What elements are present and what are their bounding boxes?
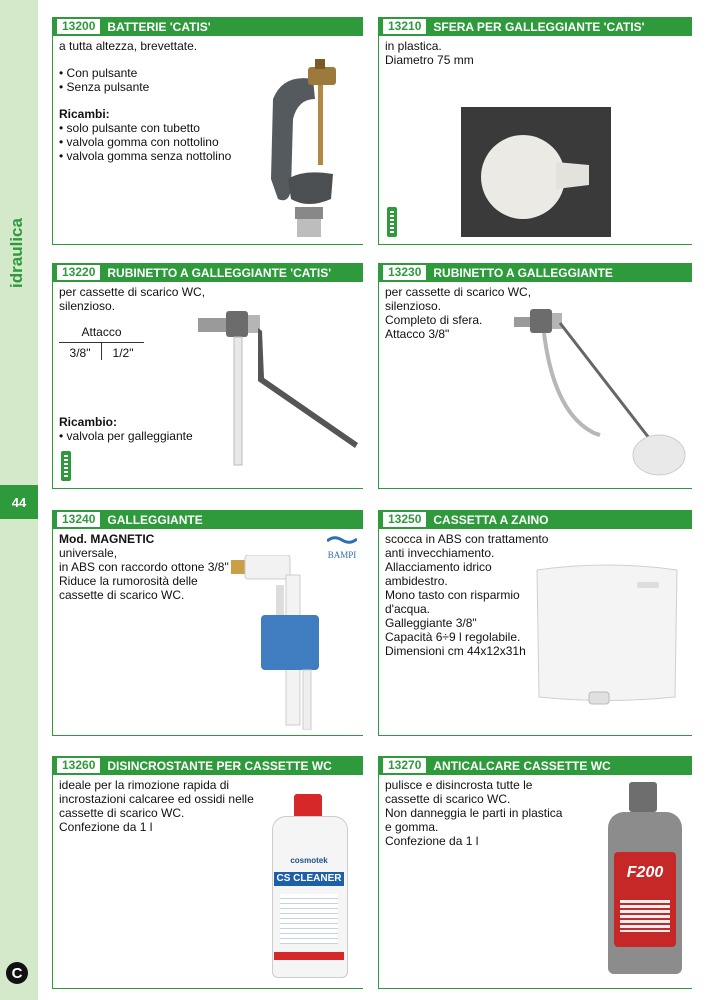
product-code: 13240: [56, 511, 101, 528]
product-code: 13260: [56, 757, 101, 774]
card-header: [379, 17, 692, 36]
card-header: [53, 17, 363, 36]
desc-line: incrostazioni calcaree ed ossidi nelle: [59, 792, 254, 806]
card-header: [53, 263, 363, 282]
brand-name: BAMPI: [327, 550, 357, 560]
wave-icon: [327, 535, 357, 545]
spare-item: • valvola per galleggiante: [59, 429, 193, 443]
product-card-13220: [52, 263, 363, 489]
desc-line: cassette di scarico WC.: [59, 588, 185, 602]
float-valve-with-ball-image: [514, 303, 689, 483]
spare-item: • valvola gomma senza nottolino: [59, 149, 231, 163]
product-tag-icon: [61, 451, 71, 481]
desc-line: per cassette di scarico WC,: [385, 285, 532, 299]
product-card-13250: [378, 510, 692, 736]
product-title: RUBINETTO A GALLEGGIANTE 'CATIS': [107, 265, 332, 280]
product-description: [59, 778, 254, 834]
spares-heading: Ricambi:: [59, 107, 110, 121]
cistern-valve-image: [263, 59, 353, 239]
desc-line: per cassette di scarico WC,: [59, 285, 206, 299]
product-description: [59, 39, 231, 163]
desc-line: Dimensioni cm 44x12x31h: [385, 644, 526, 658]
product-title: RUBINETTO A GALLEGGIANTE: [433, 265, 613, 280]
product-card-13270: [378, 756, 692, 989]
variant-item: • Con pulsante: [59, 66, 231, 80]
cistern-tank-image: [527, 562, 687, 712]
spares-heading: Ricambio:: [59, 415, 118, 429]
card-header: [379, 756, 692, 775]
product-description: [59, 285, 205, 313]
product-description: [385, 778, 562, 848]
category-label: idraulica: [7, 217, 27, 288]
desc-line: Allacciamento idrico: [385, 560, 492, 574]
desc-line: Galleggiante 3/8": [385, 616, 477, 630]
magnetic-float-image: [231, 555, 341, 730]
spares-block: [59, 415, 193, 443]
desc-line: d'acqua.: [385, 602, 430, 616]
size-value: 1/2": [112, 346, 134, 360]
product-description: [59, 532, 229, 602]
bottle-label: CS CLEANER: [274, 872, 344, 886]
desc-line: Mono tasto con risparmio: [385, 588, 520, 602]
desc-line: cassette di scarico WC.: [59, 806, 185, 820]
desc-line: cassette di scarico WC.: [385, 792, 511, 806]
card-header: [379, 510, 692, 529]
descaler-bottle-image: [604, 782, 686, 982]
size-value: 3/8": [59, 343, 102, 360]
desc-line: Completo di sfera.: [385, 313, 483, 327]
desc-line: Capacità 6÷9 l regolabile.: [385, 630, 521, 644]
desc-line: Riduce la rumorosità delle: [59, 574, 198, 588]
card-header: [379, 263, 692, 282]
desc-line: silenzioso.: [385, 299, 442, 313]
product-title: SFERA PER GALLEGGIANTE 'CATIS': [433, 19, 645, 34]
product-card-13200: [52, 17, 363, 245]
product-card-13210: [378, 17, 692, 245]
float-ball-image: [461, 107, 611, 237]
spare-item: • solo pulsante con tubetto: [59, 121, 231, 135]
product-code: 13270: [382, 757, 427, 774]
spare-item: • valvola gomma con nottolino: [59, 135, 231, 149]
product-card-13240: [52, 510, 363, 736]
product-description: [385, 532, 548, 658]
connection-table: [59, 325, 144, 360]
desc-line: silenzioso.: [59, 299, 116, 313]
card-header: [53, 756, 363, 775]
publisher-logo: C: [6, 962, 28, 984]
product-code: 13210: [382, 18, 427, 35]
desc-line: Attacco 3/8": [385, 327, 450, 341]
product-tag-icon: [387, 207, 397, 237]
desc-line: Diametro 75 mm: [385, 53, 474, 67]
desc-line: in plastica.: [385, 39, 442, 53]
model-name: Mod. MAGNETIC: [59, 532, 155, 546]
desc-line: Confezione da 1 l: [385, 834, 479, 848]
product-code: 13250: [382, 511, 427, 528]
product-code: 13220: [56, 264, 101, 281]
product-code: 13230: [382, 264, 427, 281]
product-title: DISINCROSTANTE PER CASSETTE WC: [107, 758, 332, 773]
product-card-13260: [52, 756, 363, 989]
desc-line: ideale per la rimozione rapida di: [59, 778, 230, 792]
product-title: CASSETTA A ZAINO: [433, 512, 549, 527]
desc-line: Confezione da 1 l: [59, 820, 153, 834]
product-description: [385, 39, 474, 67]
desc-line: universale,: [59, 546, 118, 560]
desc-line: Non danneggia le parti in plastica: [385, 806, 563, 820]
desc-line: pulisce e disincrosta tutte le: [385, 778, 533, 792]
desc-line: a tutta altezza, brevettate.: [59, 39, 198, 53]
product-code: 13200: [56, 18, 101, 35]
product-title: ANTICALCARE CASSETTE WC: [433, 758, 611, 773]
bottle-label: F200: [626, 864, 664, 881]
bottle-brand: cosmotek: [290, 856, 328, 865]
product-title: BATTERIE 'CATIS': [107, 19, 211, 34]
product-title: GALLEGGIANTE: [107, 512, 203, 527]
product-card-13230: [378, 263, 692, 489]
desc-line: in ABS con raccordo ottone 3/8": [59, 560, 229, 574]
float-valve-image: [198, 303, 363, 473]
connection-label: Attacco: [59, 325, 144, 343]
desc-line: scocca in ABS con trattamento: [385, 532, 549, 546]
desc-line: ambidestro.: [385, 574, 448, 588]
desc-line: anti invecchiamento.: [385, 546, 495, 560]
page-number: 44: [0, 485, 38, 519]
desc-line: e gomma.: [385, 820, 439, 834]
cleaner-bottle-image: [268, 794, 350, 979]
variant-item: • Senza pulsante: [59, 80, 231, 94]
product-description: [385, 285, 531, 341]
card-header: [53, 510, 363, 529]
